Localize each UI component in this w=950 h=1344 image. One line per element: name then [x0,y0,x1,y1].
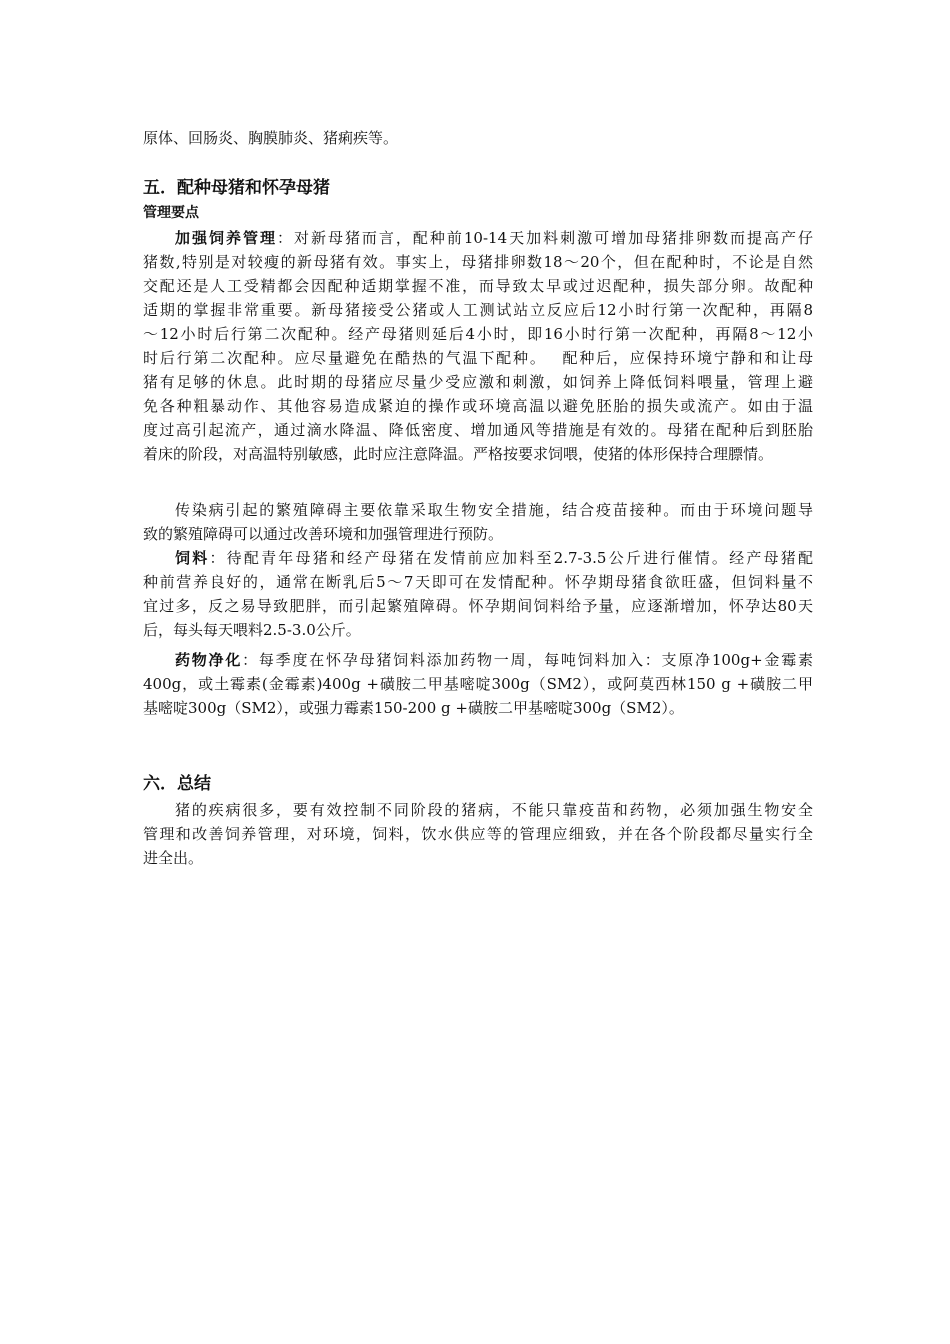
section5-p4-line-2: 基嘧啶300g（SM2），或强力霉素150-200 g +磺胺二甲基嘧啶300g（SM2）。 [143,699,684,717]
section5-p1-line-7: 免各种粗暴动作、其他容易造成紧迫的操作或环境高温以避免胚胎的损失或流产。如由于温 [143,397,813,415]
section6-heading: 六．总结 [143,774,211,794]
section5-p4-lead: 药物净化 [175,651,243,669]
section5-p1-line-8: 度过高引起流产，通过滴水降温、降低密度、增加通风等措施是有效的。母猪在配种后到胚胎 [143,421,813,439]
section5-p1-line-3: 适期的掌握非常重要。新母猪接受公猪或人工测试站立反应后12小时行第一次配种，再隔8 [143,301,813,319]
section6-p1-line-1: 管理和改善饲养管理，对环境，饲料，饮水供应等的管理应细致，并在各个阶段都尽量实行全 [143,825,813,843]
section5-p3-first: ：待配青年母猪和经产母猪在发情前应加料至2.7-3.5公斤进行催情。经产母猪配 [209,549,813,567]
section5-p1-line-1: 猪数,特别是对较瘦的新母猪有效。事实上，母猪排卵数18～20个，但在配种时，不论是自然 [143,253,813,271]
section5-p4-line-0 [143,648,813,672]
section5-p1-line-5: 时后行第二次配种。应尽量避免在酷热的气温下配种。 配种后，应保持环境宁静和和让母 [143,349,813,367]
section6-p1-line-0: 猪的疾病很多，要有效控制不同阶段的猪病，不能只靠疫苗和药物，必须加强生物安全 [175,801,813,819]
section5-p1-line-9: 着床的阶段，对高温特别敏感，此时应注意降温。严格按要求饲喂，使猪的体形保持合理膘情。 [143,445,774,463]
section5-subheading: 管理要点 [143,205,199,221]
section5-p3-lead: 饲料 [175,549,210,567]
section5-p1-line-0 [143,226,813,250]
section5-p4-first: ：每季度在怀孕母猪饲料添加药物一周，每吨饲料加入：支原净100g+金霉素 [242,651,813,669]
section5-p1-lead: 加强饲养管理 [175,229,277,247]
carryover-line: 原体、回肠炎、胸膜肺炎、猪痢疾等。 [143,129,399,147]
section5-p1-first: ：对新母猪而言，配种前10-14天加料刺激可增加母猪排卵数而提高产仔 [276,229,813,247]
section5-p3-line-1: 种前营养良好的，通常在断乳后5～7天即可在发情配种。怀孕期母猪食欲旺盛，但饲料量不 [143,573,813,591]
section5-p2-line-1: 致的繁殖障碍可以通过改善环境和加强管理进行预防。 [143,525,504,543]
section5-p4-line-1: 400g，或土霉素(金霉素)400g +磺胺二甲基嘧啶300g（SM2），或阿莫西林150 g +磺胺二甲 [143,675,813,693]
section5-p3-line-0 [143,546,813,570]
section5-p1-line-4: ～12小时后行第二次配种。经产母猪则延后4小时，即16小时行第一次配种，再隔8～12小 [143,325,813,343]
section5-heading: 五．配种母猪和怀孕母猪 [143,178,330,198]
section5-p3-line-3: 后，每头每天喂料2.5-3.0公斤。 [143,621,361,639]
section5-p2-line-0: 传染病引起的繁殖障碍主要依靠采取生物安全措施，结合疫苗接种。而由于环境问题导 [175,501,813,519]
section6-p1-line-2: 进全出。 [143,849,204,867]
section5-p1-line-2: 交配还是人工受精都会因配种适期掌握不准，而导致太早或过迟配种，损失部分卵。故配种 [143,277,813,295]
section5-p1-line-6: 猪有足够的休息。此时期的母猪应尽量少受应激和刺激，如饲养上降低饲料喂量，管理上避 [143,373,813,391]
section5-p3-line-2: 宜过多，反之易导致肥胖，而引起繁殖障碍。怀孕期间饲料给予量，应逐渐增加，怀孕达80天 [143,597,813,615]
